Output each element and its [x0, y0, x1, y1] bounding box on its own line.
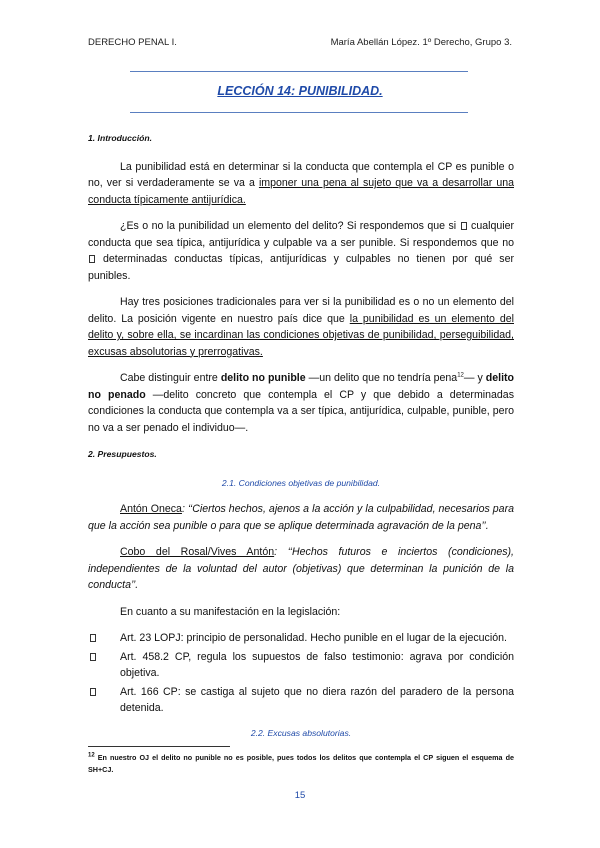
- section-heading-presupuestos: 2. Presupuestos.: [88, 449, 157, 459]
- bullet-box-icon: [90, 653, 96, 661]
- legislation-list: [88, 630, 514, 717]
- title-rule-bottom: [130, 112, 468, 113]
- text-span: — y: [463, 372, 486, 384]
- paragraph-intro-1: [88, 159, 514, 209]
- paragraph-intro-4: [88, 370, 514, 436]
- list-item-text: Art. 458.2 CP, regula los supuestos de falso testimonio: agrava por condición objetiva.: [120, 650, 514, 679]
- text-span: La punibilidad está en determinar si la conducta que contempla el CP es punible o no, ver si verdaderamente se va a: [88, 160, 514, 189]
- author-name: Cobo del Rosal/Vives Antón: [120, 546, 275, 558]
- subsection-heading-condiciones: 2.1. Condiciones objetivas de punibilidad.: [221, 477, 381, 488]
- quote-cobo-vives: [88, 544, 514, 594]
- text-span: ¿Es o no la punibilidad un elemento del delito? Si respondemos que si: [120, 220, 457, 232]
- list-item: [88, 649, 514, 682]
- text-span: Cabe distinguir entre: [120, 372, 221, 384]
- underlined-text: imponer una pena al sujeto que va a desarrollar una conducta típicamente antijurídica.: [88, 177, 514, 206]
- quote-text: : ‘‘Ciertos hechos, ajenos a la acción y la culpabilidad, necesarios para que la acción sea punible o para que se aplique determinada agravación de la pena’’.: [88, 503, 514, 532]
- footnote-text: En nuestro OJ el delito no punible no es posible, pues todos los delitos que contempla el CP siguen el esquema de SH+CJ.: [88, 753, 514, 774]
- text-span: Hay tres posiciones tradicionales para ver si la punibilidad es o no un elemento del delito. La posición vigente en nuestro país dice que: [88, 296, 514, 325]
- arrow-glyph-icon: [461, 222, 467, 230]
- bold-term: delito no penado: [88, 372, 515, 401]
- footnote-number: 12: [88, 752, 95, 759]
- footnote-separator: [88, 746, 230, 747]
- footnote-ref[interactable]: 12: [457, 372, 464, 379]
- list-item-text: Art. 23 LOPJ: principio de personalidad. Hecho punible en el lugar de la ejecución.: [120, 632, 507, 644]
- bullet-box-icon: [90, 688, 96, 696]
- footnote: [88, 752, 514, 776]
- section-heading-intro: 1. Introducción.: [88, 133, 152, 143]
- text-span: cualquier conducta que sea típica, antijurídica y culpable va a ser punible. Si respondemos que no: [88, 220, 515, 249]
- document-body: [88, 130, 514, 751]
- text-span: —delito concreto que contempla el CP y que debido a determinadas condiciones la conducta que contempla va a ser típica, antijurídica, culpable, punible, pero no va a ser penado el individuo—.: [88, 388, 514, 434]
- arrow-glyph-icon: [89, 255, 95, 263]
- list-item-text: Art. 166 CP: se castiga al sujeto que no diera razón del paradero de la persona detenida.: [120, 685, 514, 714]
- paragraph-intro-2: [88, 218, 514, 284]
- text-span: determinadas conductas típicas, antijurídicas y culpables no tienen por qué ser punibles.: [88, 253, 514, 282]
- bold-term: delito no punible: [220, 372, 306, 384]
- header-left: DERECHO PENAL I.: [88, 37, 177, 48]
- header-right: María Abellán López. 1º Derecho, Grupo 3.: [330, 37, 512, 48]
- underlined-text: la punibilidad es un elemento del delito y, sobre ella, se incardinan las condiciones objetivas de punibilidad, perseguibilidad, excusas absolutorias y prerrogativas.: [88, 312, 514, 358]
- text-span: —un delito que no tendría pena: [305, 372, 458, 384]
- page-number: 15: [294, 790, 306, 801]
- list-item: [88, 630, 514, 647]
- title-rule-top: [130, 71, 468, 72]
- author-name: Antón Oneca: [120, 503, 182, 515]
- bullet-box-icon: [90, 634, 96, 642]
- quote-anton-oneca: [88, 501, 514, 534]
- paragraph-intro-3: [88, 294, 514, 360]
- page-title: LECCIÓN 14: PUNIBILIDAD.: [217, 84, 383, 98]
- quote-text: : ‘‘Hechos futuros e inciertos (condiciones), independientes de la voluntad del autor (objetivas) que determinan la punición de la conducta’’.: [88, 546, 514, 591]
- paragraph-manifestacion: En cuanto a su manifestación en la legislación:: [120, 605, 341, 618]
- list-item: [88, 684, 514, 717]
- subsection-heading-excusas: 2.2. Excusas absolutorias.: [250, 727, 352, 738]
